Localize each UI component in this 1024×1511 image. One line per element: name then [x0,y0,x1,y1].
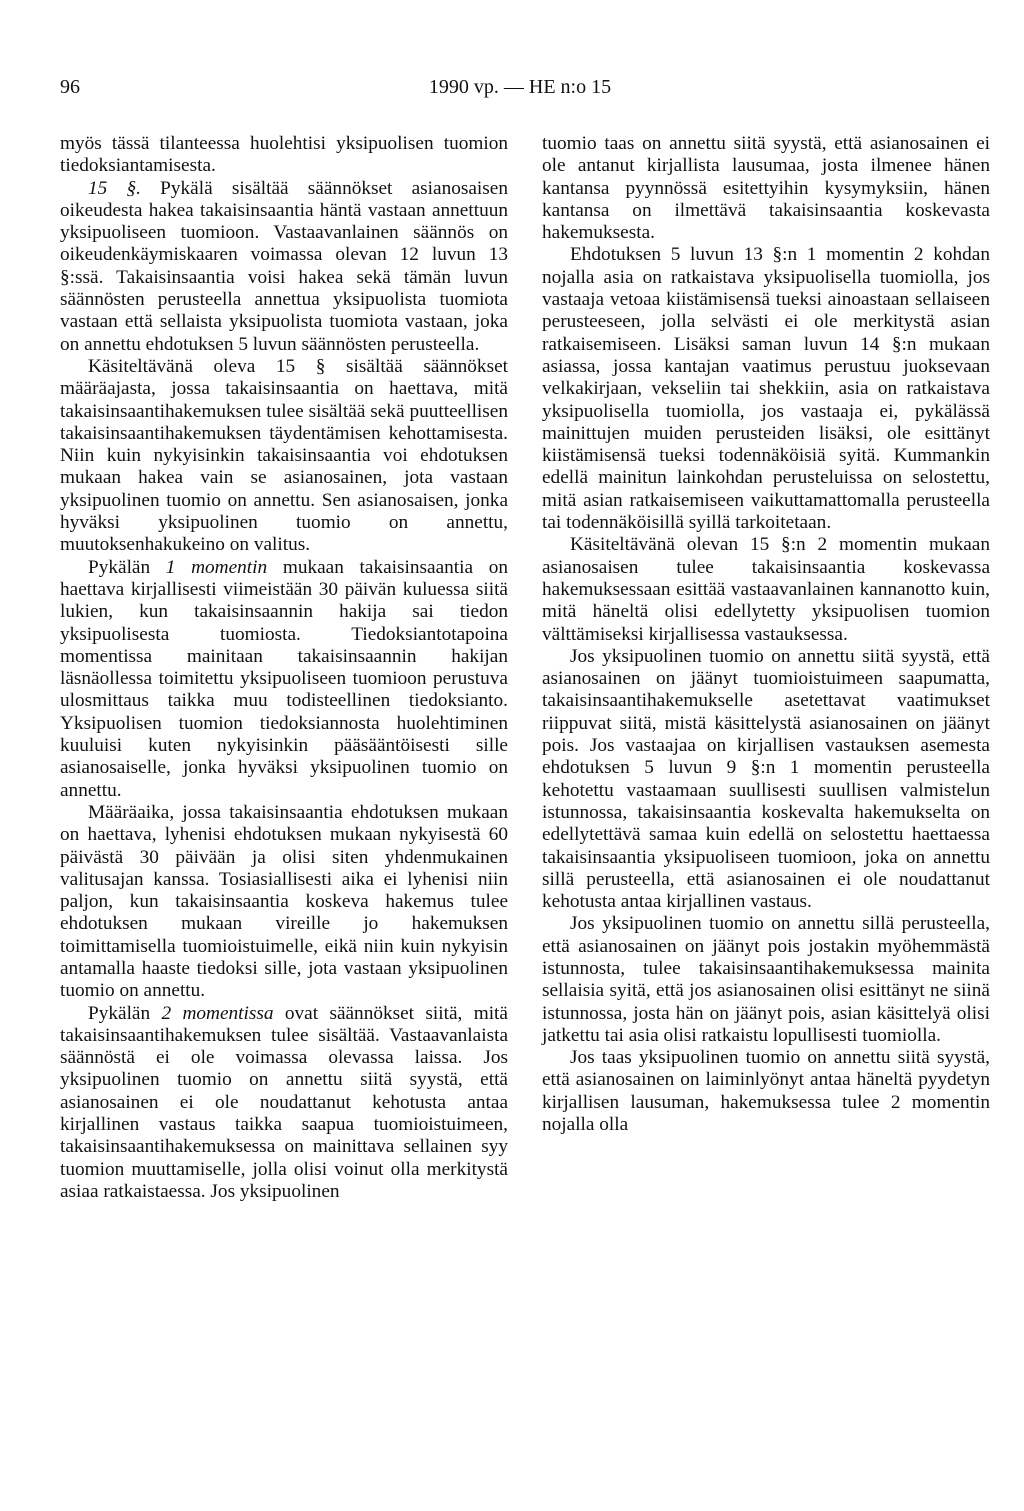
paragraph: myös tässä tilanteessa huolehtisi yksipuolisen tuomion tiedoksiantamisesta. [60,133,508,177]
paragraph: Jos taas yksipuolinen tuomio on annettu siitä syystä, että asianosainen on laiminlyönyt antaa häneltä pyydetyn kirjallisen lausuman, hakemuksessa tulee 2 momentin nojalla olla [542,1047,990,1136]
paragraph: Ehdotuksen 5 luvun 13 §:n 1 momentin 2 kohdan nojalla asia on ratkaistava yksipuolisella tuomiolla, jos vastaaja vetoaa kiistämisensä tueksi ainoastaan sellaiseen perusteeseen, jolla selvästi ei ole merkitystä asian ratkaisemiseen. Lisäksi saman luvun 14 §:n mukaan asiassa, jossa kantajan vaatimus perustuu juoksevaan velkakirjaan, vekseliin tai shekkiin, asia on ratkaistava yksipuolisella tuomiolla, jos vastaaja ei, pykälässä mainittujen muiden perusteiden lisäksi, ole esittänyt kiistämisensä tueksi todennäköisiä syitä. Kummankin edellä mainitun lainkohdan perusteluissa on selostettu, mitä asian ratkaisemiseen vaikuttamattomalla perusteella tai todennäköisillä syillä tarkoitetaan. [542,244,990,534]
left-column [60,133,508,1203]
page-header [56,76,994,106]
paragraph-text: Pykälän [88,556,166,578]
right-column [542,133,990,1136]
emphasis: 2 momentissa [161,1002,274,1024]
paragraph [60,557,508,802]
paragraph: Jos yksipuolinen tuomio on annettu sillä perusteella, että asianosainen on jäänyt pois jostakin myöhemmästä istunnosta, tulee takaisinsaantihakemuksessa mainita sellaisia syitä, että jos asianosainen olisi esittänyt ne siinä istunnossa, josta hän on jäänyt pois, asian käsittelyä olisi jatkettu tai asia olisi ratkaistu lopullisesti tuomiolla. [542,913,990,1046]
paragraph-section-15 [60,178,508,356]
paragraph: Määräaika, jossa takaisinsaantia ehdotuksen mukaan on haettava, lyhenisi ehdotuksen mukaan nykyisestä 60 päivästä 30 päivään ja olisi siten yhdenmukainen valitusajan kanssa. Tosiasiallisesti aika ei lyhenisi niin paljon, kun takaisinsaantia koskeva hakemus tulee ehdotuksen mukaan vireille jo hakemuksen toimittamisella tuomioistuimelle, eikä niin kuin nykyisin antamalla haaste tiedoksi sille, jota vastaan yksipuolinen tuomio on annettu. [60,801,508,1002]
paragraph: Jos yksipuolinen tuomio on annettu siitä syystä, että asianosainen on jäänyt tuomioistuimeen saapumatta, takaisinsaantihakemukselle asetettavat vaatimukset riippuvat siitä, mistä käsittelystä asianosainen on jäänyt pois. Jos vastaajaa on kirjallisen vastauksen asemesta ehdotuksen 5 luvun 9 §:n 1 momentin perusteella kehotettu vastaamaan suullisesti suullisen valmistelun istunnossa, takaisinsaantia koskevalta hakemukselta on edellytettävä samaa kuin edellä on selostettu haettaessa takaisinsaantia yksipuoliseen tuomioon, joka on annettu sillä perusteella, että asianosainen ei ole noudattanut kehotusta antaa kirjallinen vastaus. [542,645,990,913]
paragraph: tuomio taas on annettu siitä syystä, että asianosainen ei ole antanut kirjallista lausumaa, josta ilmenee hänen kantansa pyynnössä esitettyihin kysymyksiin, hänen kantansa on ilmettävä takaisinsaantia koskevasta hakemuksesta. [542,133,990,244]
emphasis: 1 momentin [165,556,268,578]
paragraph-text: ovat säännökset siitä, mitä takaisinsaantihakemuksen tulee sisältää. Vastaavanlaista säännöstä ei ole voimassa olevassa laissa. Jos yksipuolinen tuomio on annettu siitä syystä, että asianosainen ei ole noudattanut kehotusta antaa kirjallinen vastaus taikka saapua tuomioistuimeen, takaisinsaantihakemuksessa on mainittava sellainen syy tuomion muuttamiselle, jolla olisi voinut olla merkitystä asiaa ratkaistaessa. Jos yksipuolinen [60,1002,508,1202]
running-head: 1990 vp. — HE n:o 15 [428,76,612,98]
paragraph-text: Pykälän [88,1002,162,1024]
section-label: 15 §. [88,177,141,199]
paragraph-text: Pykälä sisältää säännökset asianosaisen oikeudesta hakea takaisinsaantia häntä vastaan annettuun yksipuoliseen tuomioon. Vastaavanlainen säännös on oikeudenkäymiskaaren voimassa olevan 12 luvun 13 §:ssä. Takaisinsaantia voisi hakea sekä tämän luvun säännösten perusteella annettua yksipuolista tuomiota vastaan että sellaista yksipuolista tuomiota vastaan, joka on annettu ehdotuksen 5 luvun säännösten perusteella. [60,177,508,355]
paragraph: Käsiteltävänä olevan 15 §:n 2 momentin mukaan asianosaisen tulee takaisinsaantia koskevassa hakemuksessaan esittää vastaavanlainen kannanotto kuin, mitä häneltä olisi edellytetty yksipuolisen tuomion välttämiseksi kirjallisessa vastauksessa. [542,534,990,645]
paragraph [60,1003,508,1204]
paragraph: Käsiteltävänä oleva 15 § sisältää säännökset määräajasta, jossa takaisinsaantia on haettava, mitä takaisinsaantihakemuksen tulee sisältää sekä puutteellisen takaisinsaantihakemuksen täydentämisen kehottamisesta. Niin kuin nykyisinkin takaisinsaantia voi ehdotuksen mukaan hakea vain se asianosainen, jota vastaan yksipuolinen tuomio on annettu. Sen asianosaisen, jonka hyväksi yksipuolinen tuomio on annettu, muutoksenhakukeino on valitus. [60,355,508,556]
paragraph-text: mukaan takaisinsaantia on haettava kirjallisesti viimeistään 30 päivän kuluessa siitä lukien, kun takaisinsaannin hakija sai tiedon yksipuolisesta tuomiosta. Tiedoksiantotapoina momentissa mainitaan takaisinsaannin hakijan läsnäollessa toimitettu yksipuoliseen tuomioon perustuva ulosmittaus taikka muu todisteellinen tiedoksianto. Yksipuolisen tuomion tiedoksiannosta huolehtiminen kuuluisi kuten nykyisinkin pääsääntöisesti sille asianosaiselle, jonka hyväksi yksipuolinen tuomio on annettu. [60,556,508,801]
page-number: 96 [60,76,80,98]
